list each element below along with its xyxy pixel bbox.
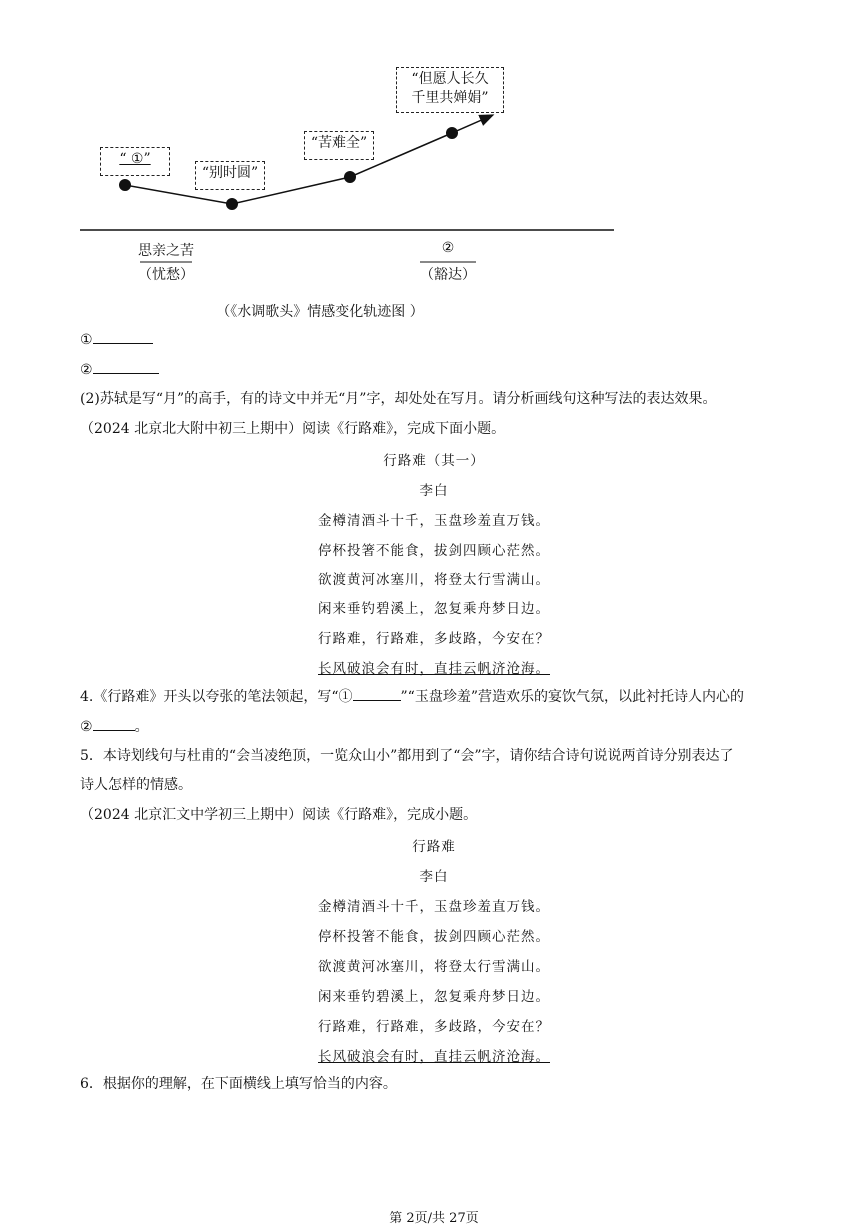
poem1-line-1: 金樽清酒斗十千，玉盘珍羞直万钱。 (318, 513, 550, 529)
poem2-line-5: 行路难，行路难，多歧路，今安在？ (318, 1019, 550, 1035)
poem1-line-2: 停杯投箸不能食，拔剑四顾心茫然。 (318, 543, 550, 559)
question-5-line1: 5．本诗划线句与杜甫的“会当凌绝顶，一览众山小”都用到了“会”字，请你结合诗句说说两首诗分别表达了 (80, 748, 734, 764)
trajectory-arrow (452, 115, 493, 133)
q4-part3: ② (80, 719, 93, 735)
question-6: 6．根据你的理解，在下面横线上填写恰当的内容。 (80, 1076, 397, 1092)
answer-line-1 (80, 329, 800, 350)
left-stage-label: 思亲之苦 (138, 243, 194, 259)
answer-2-blank[interactable] (93, 359, 159, 374)
poem2-line-6-underlined (0, 1045, 868, 1065)
question-5-line2: 诗人怎样的情感。 (80, 777, 192, 793)
left-mood-label: （忧愁） (138, 267, 194, 283)
answer-line-2 (80, 359, 800, 380)
poem1-line-5: 行路难，行路难，多歧路，今安在？ (318, 631, 550, 647)
box-ku-nan-quan-text: “苦难全” (310, 135, 368, 151)
q4-part1: 4.《行路难》开头以夸张的笔法领起，写“① (80, 689, 353, 705)
box-dan-yuan-line1: “但愿人长久 (411, 71, 489, 87)
box-dan-yuan (396, 67, 504, 113)
source-note-1: （2024 北京北大附中初三上期中）阅读《行路难》，完成下面小题。 (80, 421, 506, 437)
emotion-trajectory-diagram (0, 0, 868, 320)
q4-blank-1[interactable] (353, 686, 401, 701)
right-mood-label: （豁达） (420, 267, 476, 283)
poem1-title: 行路难（其一） (383, 453, 485, 469)
trajectory-line (125, 133, 452, 204)
poem1-author: 李白 (419, 483, 449, 499)
question-4-line1 (80, 686, 800, 707)
poem2-line-1: 金樽清酒斗十千，玉盘珍羞直万钱。 (318, 899, 550, 915)
page-footer: 第 2页/共 27页 (389, 1211, 479, 1226)
trajectory-point-2 (226, 198, 238, 210)
q4-part2: ”“玉盘珍羞”营造欢乐的宴饮气氛，以此衬托诗人内心的 (400, 689, 744, 705)
box-bie-shi-yuan-text: “别时圆” (201, 165, 259, 181)
poem2-line-3: 欲渡黄河冰塞川，将登太行雪满山。 (318, 959, 550, 975)
answer-2-marker: ② (80, 362, 93, 378)
question-4-line2 (80, 716, 800, 737)
answer-1-blank[interactable] (93, 329, 153, 344)
poem2-underlined-text: 长风破浪会有时，直挂云帆济沧海。 (318, 1049, 550, 1065)
q4-blank-2[interactable] (93, 716, 135, 731)
poem1-line-4: 闲来垂钓碧溪上，忽复乘舟梦日边。 (318, 601, 550, 617)
diagram-caption: （《水调歌头》情感变化轨迹图 ） (216, 304, 424, 320)
box-blank-1-text: “ ①” (119, 151, 151, 167)
box-ku-nan-quan (304, 131, 374, 160)
poem2-line-4: 闲来垂钓碧溪上，忽复乘舟梦日边。 (318, 989, 550, 1005)
source-note-2: （2024 北京汇文中学初三上期中）阅读《行路难》，完成小题。 (80, 807, 478, 823)
poem2-title: 行路难 (412, 839, 456, 855)
poem2-author: 李白 (419, 869, 449, 885)
poem1-line-3: 欲渡黄河冰塞川，将登太行雪满山。 (318, 572, 550, 588)
right-stage-blank: ② (441, 240, 455, 256)
trajectory-point-3 (344, 171, 356, 183)
answer-1-marker: ① (80, 332, 93, 348)
box-blank-1 (100, 147, 170, 176)
question-2: (2)苏轼是写“月”的高手，有的诗文中并无“月”字，却处处在写月。请分析画线句这种写法的表达效果。 (80, 391, 717, 407)
trajectory-point-1 (119, 179, 131, 191)
poem1-line-6-underlined (0, 657, 868, 677)
box-dan-yuan-line2: 千里共婵娟” (411, 90, 489, 106)
poem1-underlined-text: 长风破浪会有时，直挂云帆济沧海。 (318, 661, 550, 677)
q4-part4: 。 (134, 719, 149, 735)
trajectory-point-4 (446, 127, 458, 139)
box-bie-shi-yuan (195, 161, 265, 190)
poem2-line-2: 停杯投箸不能食，拔剑四顾心茫然。 (318, 929, 550, 945)
